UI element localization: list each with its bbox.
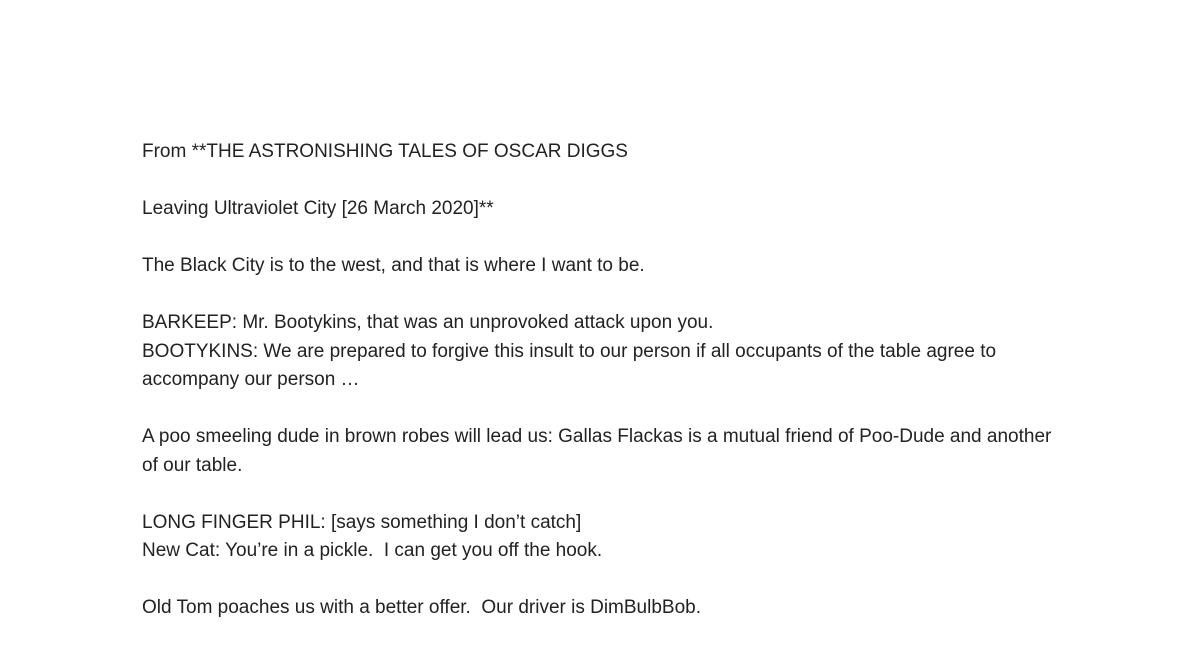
document-body <box>142 138 1072 651</box>
chapter-line: Leaving Ultraviolet City [26 March 2020]** <box>142 198 494 219</box>
dialogue-long-finger-phil: LONG FINGER PHIL: [says something I don’t catch] <box>142 511 582 533</box>
dialogue-new-cat: New Cat: You’re in a pickle. I can get you off the hook. <box>142 540 603 561</box>
narration-paragraph: The Black City is to the west, and that is where I want to be. <box>142 255 645 276</box>
narration-paragraph: A poo smeeling dude in brown robes will lead us: Gallas Flackas is a mutual friend of Poo-Dude and another of our table. <box>142 426 1057 476</box>
dialogue-barkeep: BARKEEP: Mr. Bootykins, that was an unprovoked attack upon you. <box>142 312 714 333</box>
source-line: From **THE ASTRONISHING TALES OF OSCAR DIGGS <box>142 141 628 162</box>
dialogue-bootykins: BOOTYKINS: We are prepared to forgive this insult to our person if all occupants of the table agree to accompany our person … <box>142 340 1002 390</box>
narration-paragraph: Old Tom poaches us with a better offer. Our driver is DimBulbBob. <box>142 597 701 618</box>
